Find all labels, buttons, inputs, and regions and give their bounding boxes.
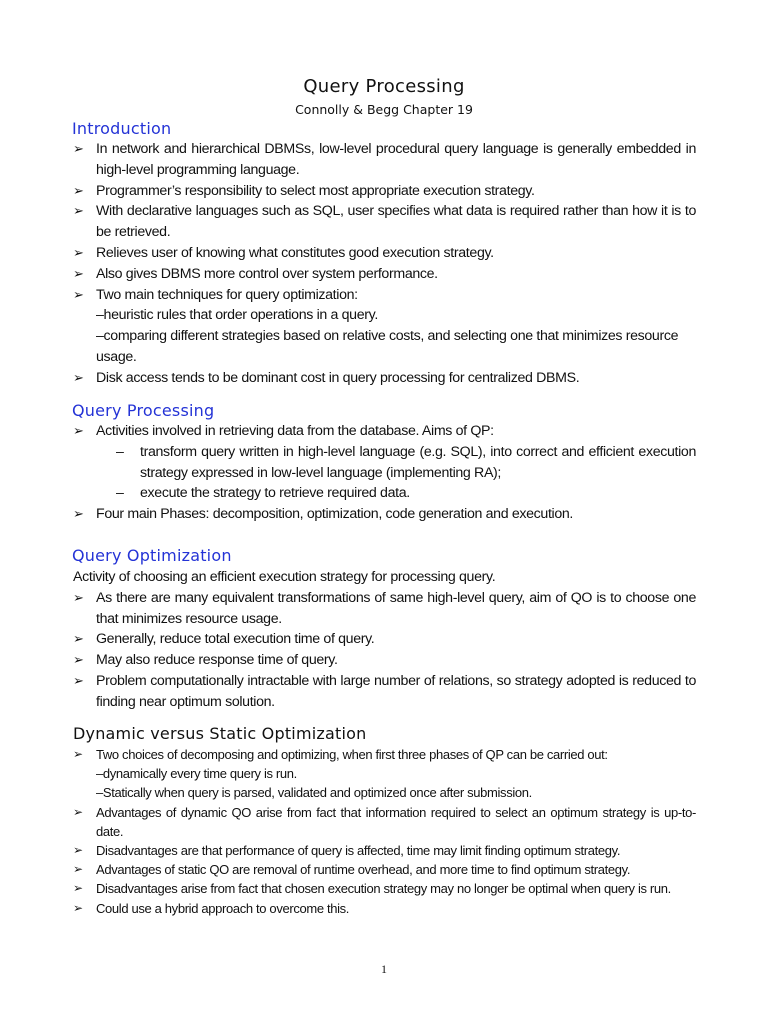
section-heading-query-processing: Query Processing (72, 401, 215, 420)
arrow-bullet-icon: ➢ (73, 843, 83, 858)
list-item: ➢ As there are many equivalent transformations of same high-level query, aim of QO is to choose one that minimizes resource usage. (73, 589, 696, 627)
query-processing-list (73, 421, 696, 525)
arrow-bullet-icon: ➢ (73, 747, 83, 761)
list-item: ➢ Advantages of static QO are removal of runtime overhead, and more time to find optimum strategy. (73, 860, 696, 879)
sub-item: –dynamically every time query is run. (96, 766, 297, 782)
dash-item: – transform query written in high-level language (e.g. SQL), into correct and efficient execution strategy expressed in low-level language (implementing RA); (116, 443, 696, 481)
section-intro-text: Activity of choosing an efficient execution strategy for processing query. (73, 569, 496, 585)
list-item: ➢ Two main techniques for query optimization: (73, 285, 696, 306)
introduction-list (73, 139, 696, 389)
dash-item: – execute the strategy to retrieve required data. (116, 485, 410, 502)
list-item: ➢ Activities involved in retrieving data from the database. Aims of QP: (73, 421, 696, 442)
list-item: ➢ With declarative languages such as SQL, user specifies what data is required rather than how it is to be retrieved. (73, 203, 696, 241)
page-number: 1 (381, 962, 387, 976)
list-item: ➢ Advantages of dynamic QO arise from fact that information required to select an optimum strategy is up-to-date. (73, 804, 696, 839)
list-item: ➢ Programmer’s responsibility to select most appropriate execution strategy. (73, 181, 696, 202)
arrow-bullet-icon: ➢ (73, 506, 84, 522)
dynamic-static-list (73, 745, 696, 918)
sub-item: –Statically when query is parsed, validated and optimized once after submission. (96, 785, 532, 801)
list-item: ➢ Relieves user of knowing what constitutes good execution strategy. (73, 243, 696, 264)
list-item: ➢ Disk access tends to be dominant cost in query processing for centralized DBMS. (73, 368, 696, 389)
section-heading-query-optimization: Query Optimization (72, 546, 232, 565)
list-item: ➢ Four main Phases: decomposition, optimization, code generation and execution. (73, 504, 696, 525)
arrow-bullet-icon: ➢ (73, 182, 84, 198)
arrow-bullet-icon: ➢ (73, 900, 83, 915)
sub-item: –comparing different strategies based on relative costs, and selecting one that minimizes resource usage. (96, 328, 679, 365)
arrow-bullet-icon: ➢ (73, 286, 84, 302)
arrow-bullet-icon: ➢ (73, 862, 83, 877)
list-item: ➢ Two choices of decomposing and optimizing, when first three phases of QP can be carried out: (73, 745, 696, 764)
arrow-bullet-icon: ➢ (73, 203, 84, 219)
arrow-bullet-icon: ➢ (73, 141, 84, 156)
arrow-bullet-icon: ➢ (73, 652, 84, 668)
list-item: ➢ Generally, reduce total execution time of query. (73, 629, 696, 650)
list-item: ➢ Could use a hybrid approach to overcome this. (73, 899, 696, 918)
page-title: Query Processing (303, 76, 465, 97)
list-item: ➢ Disadvantages are that performance of query is affected, time may limit finding optimum strategy. (73, 841, 696, 860)
query-optimization-list (73, 567, 696, 713)
list-item: ➢ In network and hierarchical DBMSs, low-level procedural query language is generally embedded in high-level programming language. (73, 141, 696, 178)
arrow-bullet-icon: ➢ (73, 589, 84, 605)
arrow-bullet-icon: ➢ (73, 423, 84, 438)
page-subtitle: Connolly & Begg Chapter 19 (295, 102, 473, 117)
arrow-bullet-icon: ➢ (73, 631, 84, 647)
list-item: ➢ Disadvantages arise from fact that chosen execution strategy may no longer be optimal when query is run. (73, 879, 696, 898)
arrow-bullet-icon: ➢ (73, 369, 84, 385)
arrow-bullet-icon: ➢ (73, 881, 83, 896)
list-item: ➢ May also reduce response time of query. (73, 650, 696, 671)
arrow-bullet-icon: ➢ (73, 804, 83, 819)
list-item: ➢ Problem computationally intractable with large number of relations, so strategy adopted is reduced to finding near optimum solution. (73, 672, 696, 710)
arrow-bullet-icon: ➢ (73, 265, 84, 281)
sub-item: –heuristic rules that order operations in a query. (96, 307, 378, 324)
arrow-bullet-icon: ➢ (73, 672, 84, 688)
section-heading-introduction: Introduction (72, 119, 172, 138)
section-heading-dynamic-static: Dynamic versus Static Optimization (73, 724, 367, 743)
list-item: ➢ Also gives DBMS more control over system performance. (73, 264, 696, 285)
arrow-bullet-icon: ➢ (73, 244, 84, 260)
